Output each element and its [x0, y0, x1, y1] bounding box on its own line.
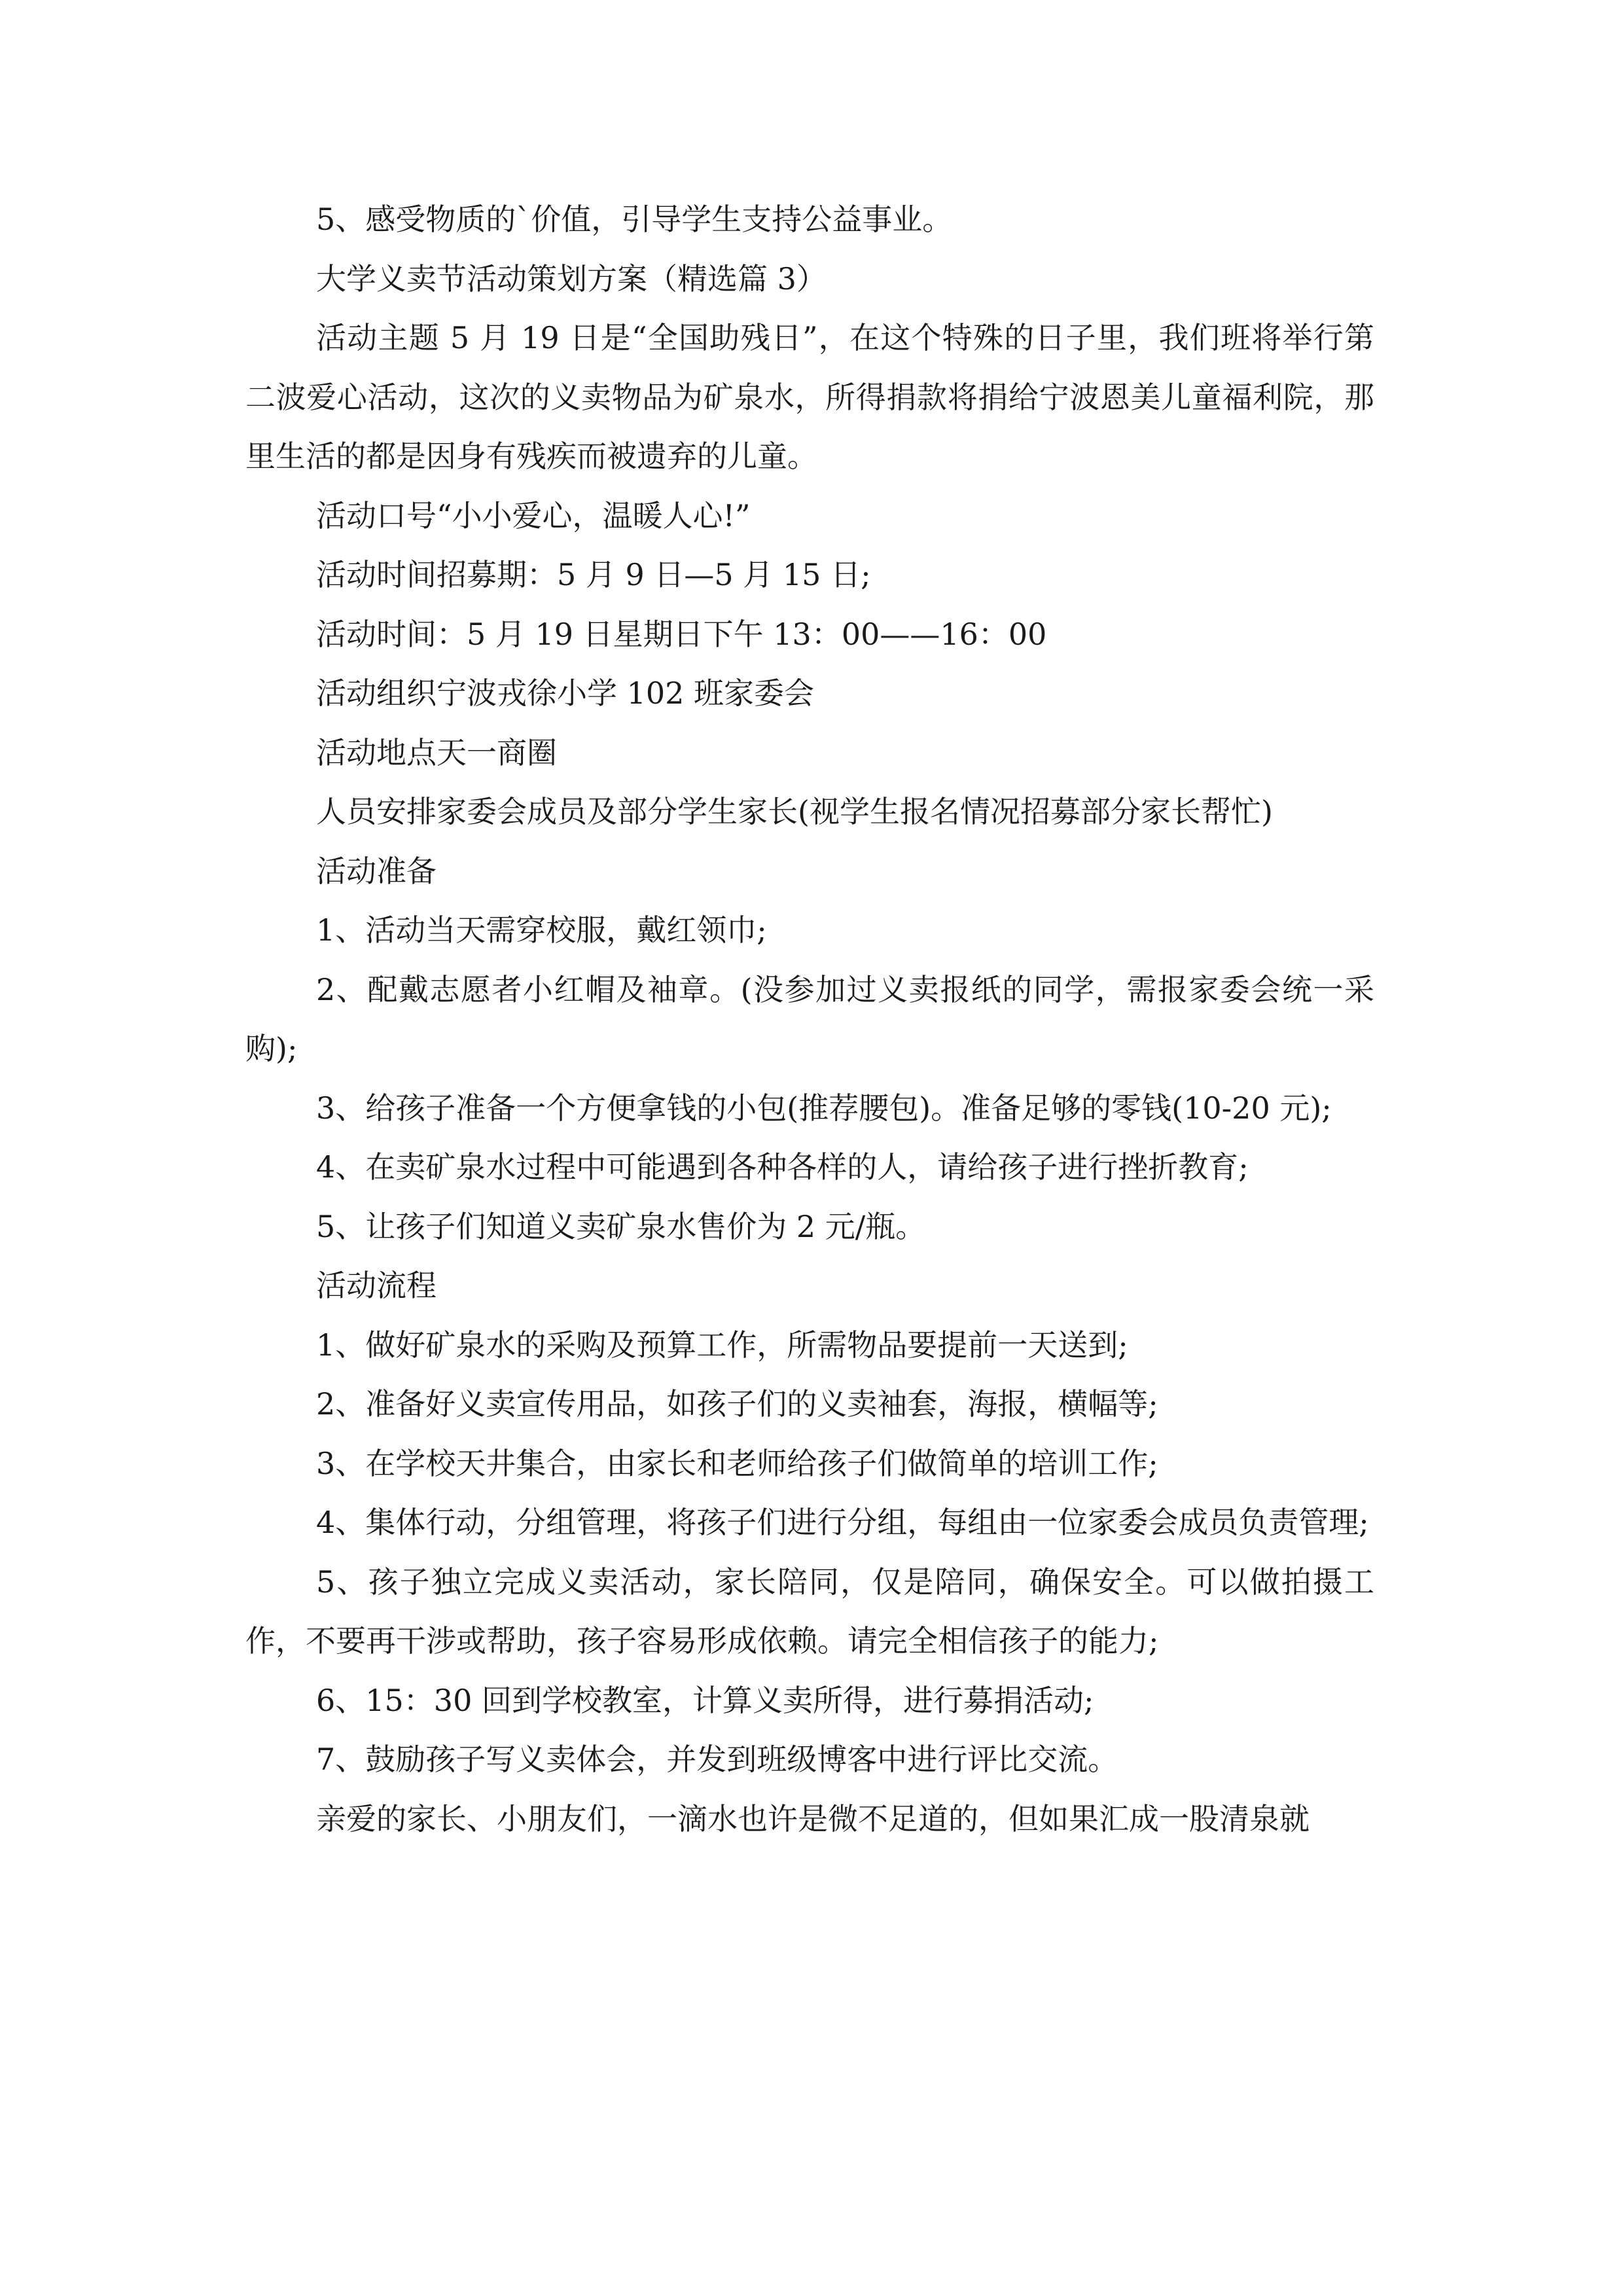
list-item: 6、15：30 回到学校教室，计算义卖所得，进行募捐活动;: [316, 1682, 1094, 1718]
list-item: 2、配戴志愿者小红帽及袖章。(没参加过义卖报纸的同学，需报家委会统一采购);: [245, 971, 1374, 1066]
paragraph: 5、感受物质的`价值，引导学生支持公益事业。: [316, 202, 953, 237]
list-item: 1、活动当天需穿校服，戴红领巾;: [316, 912, 767, 948]
list-item: 3、在学校天井集合，由家长和老师给孩子们做简单的培训工作;: [316, 1445, 1158, 1481]
list-item: 3、给孩子准备一个方便拿钱的小包(推荐腰包)。准备足够的零钱(10-20 元);: [316, 1090, 1332, 1126]
subsection-heading: 活动准备: [316, 853, 437, 889]
list-item: 2、准备好义卖宣传用品，如孩子们的义卖袖套，海报，横幅等;: [316, 1386, 1158, 1422]
paragraph: 活动组织宁波戎徐小学 102 班家委会: [316, 675, 815, 711]
paragraph: 人员安排家委会成员及部分学生家长(视学生报名情况招募部分家长帮忙): [316, 794, 1273, 829]
list-item: 5、孩子独立完成义卖活动，家长陪同，仅是陪同，确保安全。可以做拍摄工作，不要再干涉或帮助，孩子容易形成依赖。请完全相信孩子的能力;: [245, 1564, 1374, 1659]
list-item: 1、做好矿泉水的采购及预算工作，所需物品要提前一天送到;: [316, 1327, 1128, 1363]
document-body: [245, 190, 1374, 1848]
subsection-heading: 活动流程: [316, 1268, 437, 1303]
paragraph: 活动口号“小小爱心，温暖人心!”: [316, 497, 751, 533]
list-item: 7、鼓励孩子写义卖体会，并发到班级博客中进行评比交流。: [316, 1742, 1118, 1777]
paragraph: 活动时间招募期：5 月 9 日—5 月 15 日;: [316, 557, 871, 592]
paragraph: 活动地点天一商圈: [316, 734, 557, 770]
section-heading: 大学义卖节活动策划方案（精选篇 3）: [316, 260, 827, 296]
paragraph: 活动主题 5 月 19 日是“全国助残日”，在这个特殊的日子里，我们班将举行第二波爱心活动，这次的义卖物品为矿泉水，所得捐款将捐给宁波恩美儿童福利院，那里生活的都是因身有残疾而被遗弃的儿童。: [245, 320, 1374, 474]
paragraph: 活动时间：5 月 19 日星期日下午 13：00——16：00: [316, 616, 1047, 652]
paragraph: 亲爱的家长、小朋友们，一滴水也许是微不足道的，但如果汇成一股清泉就: [316, 1801, 1310, 1837]
list-item: 5、让孩子们知道义卖矿泉水售价为 2 元/瓶。: [316, 1208, 926, 1244]
list-item: 4、集体行动，分组管理，将孩子们进行分组，每组由一位家委会成员负责管理;: [316, 1505, 1369, 1540]
list-item: 4、在卖矿泉水过程中可能遇到各种各样的人，请给孩子进行挫折教育;: [316, 1149, 1249, 1185]
